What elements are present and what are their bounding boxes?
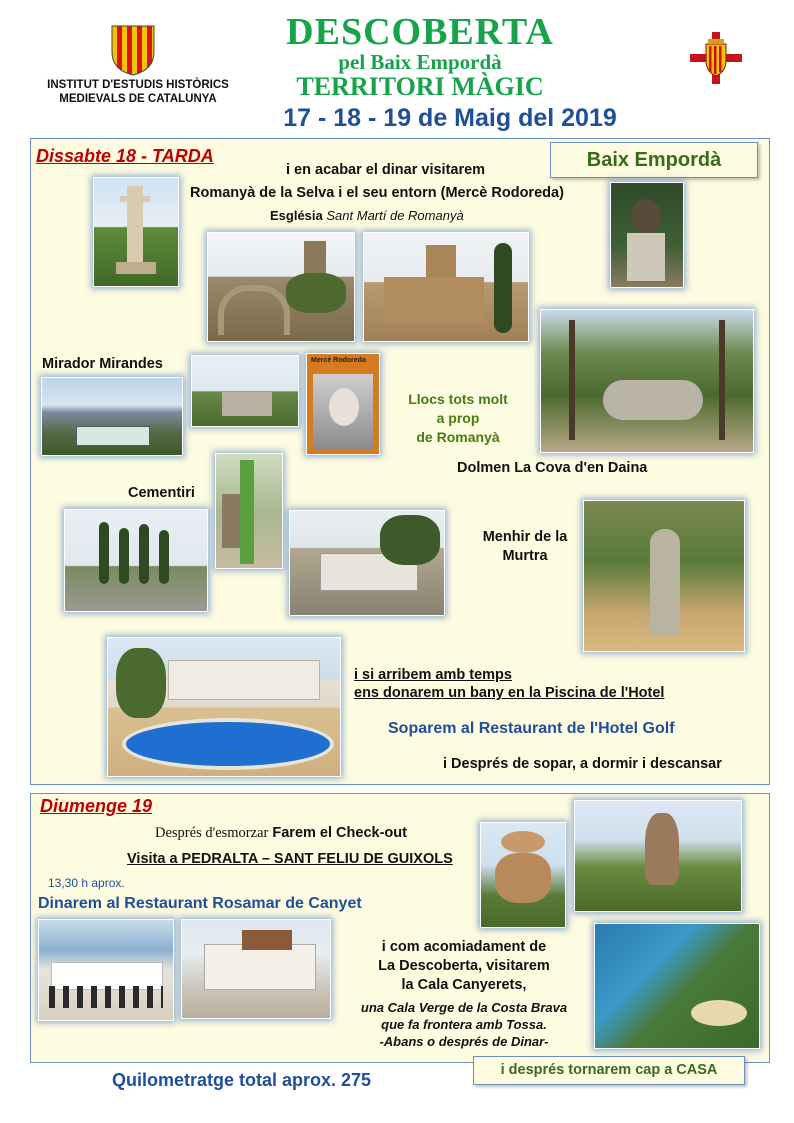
stone-steps-shape xyxy=(222,392,272,416)
breakfast-note xyxy=(155,825,407,842)
pedralta-visit: Visita a PEDRALTA – SANT FELIU DE GUIXOLS xyxy=(127,851,453,867)
sunday-day-label: Diumenge 19 xyxy=(40,796,153,816)
region-box xyxy=(550,142,758,178)
cypress-row-shape-4 xyxy=(159,530,169,584)
cross-base-shape xyxy=(116,262,156,274)
menhir-stone-shape xyxy=(650,529,680,635)
farewell-note xyxy=(344,938,584,995)
dolmen-photo xyxy=(540,309,754,453)
ruin-wall-shape xyxy=(218,285,290,335)
balanced-rock-shape xyxy=(501,831,545,853)
region-box-label: Baix Empordà xyxy=(586,149,722,171)
cactus-shape xyxy=(240,460,254,564)
restaurant-terrace-photo xyxy=(38,919,174,1021)
places-note-line1: Llocs tots molt xyxy=(408,391,508,407)
cala-canyerets-photo xyxy=(594,923,760,1049)
cypress-row-shape-3 xyxy=(139,524,149,584)
menhir-label xyxy=(470,528,580,566)
info-panel-shape xyxy=(76,426,150,446)
cementiri-label: Cementiri xyxy=(128,485,195,501)
institute-name-line2: MEDIEVALS DE CATALUNYA xyxy=(59,93,217,105)
swim-note-line1: i si arribem amb temps xyxy=(354,667,512,683)
pedralta-rock-photo xyxy=(480,822,566,928)
bust-pedestal-shape xyxy=(627,233,665,281)
dolmen-label: Dolmen La Cova d'en Daina xyxy=(457,460,648,476)
tall-rock-shape xyxy=(645,813,679,885)
mirador-label: Mirador Mirandes xyxy=(42,356,163,372)
church-caption xyxy=(270,208,464,223)
tree-shape-2 xyxy=(380,515,440,565)
beach-shape xyxy=(691,1000,747,1026)
breakfast-pre: Després d'esmorzar xyxy=(155,825,269,841)
restaurant-roof-shape xyxy=(242,930,292,950)
saturday-intro-2: Romanyà de la Selva i el seu entorn (Mercè Rodoreda) xyxy=(190,185,564,201)
saturday-intro-1: i en acabar el dinar visitarem xyxy=(286,162,486,178)
stone-cross-photo xyxy=(93,177,179,287)
menhir-label-line1: Menhir de la xyxy=(482,529,568,545)
tree-shape xyxy=(286,273,346,313)
swim-note-line2: ens donarem un bany en la Piscina de l'Hotel xyxy=(354,685,665,701)
farewell-line6: -Abans o després de Dinar- xyxy=(379,1034,549,1049)
dinner-note: Soparem al Restaurant de l'Hotel Golf xyxy=(388,720,675,737)
cemetery-road-photo xyxy=(64,509,208,612)
return-box xyxy=(473,1056,745,1085)
farewell-line4: una Cala Verge de la Costa Brava xyxy=(360,1000,568,1015)
farewell-line3: la Cala Canyerets, xyxy=(401,977,527,993)
lunch-note: Dinarem al Restaurant Rosamar de Canyet xyxy=(38,895,362,912)
farewell-line1: i com acomiadament de xyxy=(381,939,547,955)
portrait-face-shape xyxy=(329,388,359,426)
cypress-row-shape-2 xyxy=(119,528,129,584)
places-note-line3: de Romanyà xyxy=(416,429,500,445)
institute-name-line1: INSTITUT D'ESTUDIS HISTÒRICS xyxy=(47,79,229,91)
book-cover-title: Mercè Rodoreda xyxy=(311,357,366,364)
church-caption-italic: Sant Martí de Romanyà xyxy=(326,208,464,223)
cemetery-niches-photo xyxy=(289,510,445,616)
church-caption-bold: Església xyxy=(270,208,323,223)
portrait-shape xyxy=(313,374,373,450)
mirador-platform-photo xyxy=(191,355,299,427)
event-dates: 17 - 18 - 19 de Maig del 2019 xyxy=(283,104,617,132)
palm-shape xyxy=(116,648,166,718)
menhir-label-line2: Murtra xyxy=(502,548,548,564)
rock-base-shape xyxy=(495,853,551,903)
menhir-photo xyxy=(583,500,745,652)
page-subtitle: pel Baix Empordà xyxy=(338,50,502,74)
return-note: i després tornarem cap a CASA xyxy=(500,1062,718,1078)
sant-marti-church-photo xyxy=(363,232,529,342)
lunch-time: 13,30 h aprox. xyxy=(48,876,125,890)
page-title-2: TERRITORI MÀGIC xyxy=(296,72,544,101)
catalan-shield-logo xyxy=(108,24,158,76)
places-note xyxy=(385,390,531,447)
restaurant-facade-shape xyxy=(204,944,316,990)
saturday-day-label: Dissabte 18 - TARDA xyxy=(36,146,214,166)
cypress-row-shape xyxy=(99,522,109,584)
mirador-landscape-photo xyxy=(41,377,183,456)
page-title: DESCOBERTA xyxy=(286,11,554,53)
bust-head-shape xyxy=(631,199,661,233)
chairs-shape xyxy=(49,986,163,1008)
cemetery-cactus-photo xyxy=(215,453,283,569)
cross-arm-shape xyxy=(120,196,150,202)
pedralta-rock-photo-2 xyxy=(574,800,742,912)
farewell-line2: La Descoberta, visitarem xyxy=(378,958,550,974)
farewell-line5: que fa frontera amb Tossa. xyxy=(381,1017,547,1032)
sleep-note: i Després de sopar, a dormir i descansar xyxy=(443,756,722,772)
hotel-building-shape xyxy=(168,660,320,700)
breakfast-checkout: Farem el Check-out xyxy=(272,825,407,841)
dolmen-stones-shape xyxy=(603,380,703,420)
pine-trunk-shape-2 xyxy=(719,320,725,440)
farewell-italic-note xyxy=(334,999,594,1050)
pool-water-shape xyxy=(122,718,334,770)
pine-trunk-shape xyxy=(569,320,575,440)
cypress-shape xyxy=(494,243,512,333)
church-nave-shape xyxy=(384,277,484,323)
rodoreda-bust-photo xyxy=(610,182,684,288)
total-km: Quilometratge total aprox. 275 xyxy=(112,1070,372,1090)
places-note-line2: a prop xyxy=(436,410,480,426)
templar-cross-emblem xyxy=(688,30,744,86)
restaurant-building-photo xyxy=(181,919,331,1019)
hotel-pool-photo xyxy=(107,637,341,777)
rodoreda-book-cover xyxy=(306,353,380,455)
grave-figure-shape xyxy=(222,494,240,548)
church-ruins-photo xyxy=(207,232,355,342)
